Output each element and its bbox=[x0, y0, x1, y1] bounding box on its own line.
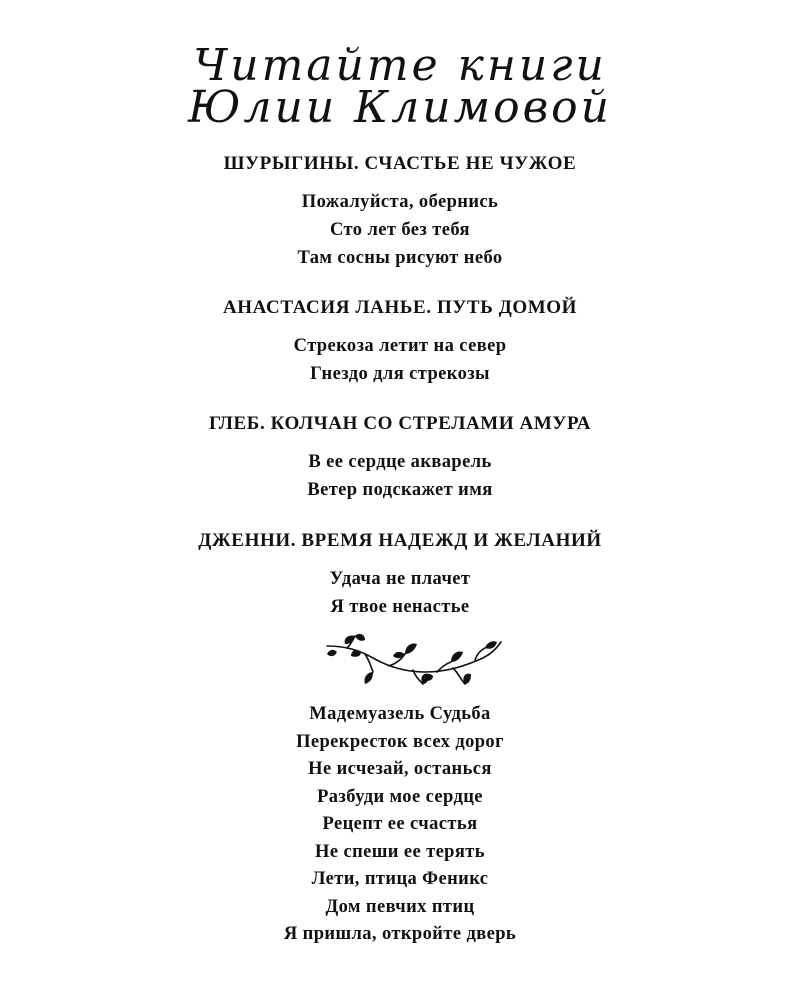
book-title: Лети, птица Феникс bbox=[311, 869, 489, 889]
series-title: ДЖЕННИ. ВРЕМЯ НАДЕЖД И ЖЕЛАНИЙ bbox=[198, 530, 602, 551]
book-title: Не исчезай, останься bbox=[308, 759, 492, 779]
book-title: В ее сердце акварель bbox=[308, 452, 492, 472]
page-heading-line-2: Юлии Климовой bbox=[188, 82, 612, 133]
book-title: Мадемуазель Судьба bbox=[309, 704, 491, 724]
series-book-list bbox=[0, 188, 800, 272]
book-title: Ветер подскажет имя bbox=[307, 480, 493, 500]
book-title: Пожалуйста, обернись bbox=[301, 192, 499, 212]
book-title: Сто лет без тебя bbox=[330, 220, 470, 240]
book-title: Рецепт ее счастья bbox=[322, 814, 478, 834]
book-title: Удача не плачет bbox=[329, 569, 471, 589]
series-title: ГЛЕБ. КОЛЧАН СО СТРЕЛАМИ АМУРА bbox=[208, 413, 592, 434]
book-title: Я пришла, откройте дверь bbox=[283, 924, 517, 944]
book-title: Разбуди мое сердце bbox=[317, 786, 483, 807]
standalone-book-list bbox=[0, 701, 800, 949]
leafy-branch-icon bbox=[325, 632, 505, 690]
series-title: АНАСТАСИЯ ЛАНЬЕ. ПУТЬ ДОМОЙ bbox=[222, 297, 578, 318]
series-anastasia-lanye bbox=[0, 297, 800, 388]
series-jenny bbox=[0, 530, 800, 621]
book-title: Перекресток всех дорог bbox=[296, 731, 504, 752]
series-gleb bbox=[0, 413, 800, 504]
series-shurygins bbox=[0, 153, 800, 272]
series-title: ШУРЫГИНЫ. СЧАСТЬЕ НЕ ЧУЖОЕ bbox=[223, 153, 577, 174]
series-book-list bbox=[0, 332, 800, 388]
book-title: Гнездо для стрекозы bbox=[310, 364, 490, 384]
book-title: Стрекоза летит на север bbox=[293, 336, 507, 356]
book-title: Дом певчих птиц bbox=[325, 896, 475, 917]
book-title: Я твое ненастье bbox=[330, 597, 470, 617]
series-book-list bbox=[0, 448, 800, 504]
book-title: Не спеши ее терять bbox=[315, 841, 485, 862]
page-heading-line-1: Читайте книги bbox=[193, 40, 607, 91]
book-title: Там сосны рисуют небо bbox=[297, 248, 503, 268]
series-book-list bbox=[0, 565, 800, 621]
